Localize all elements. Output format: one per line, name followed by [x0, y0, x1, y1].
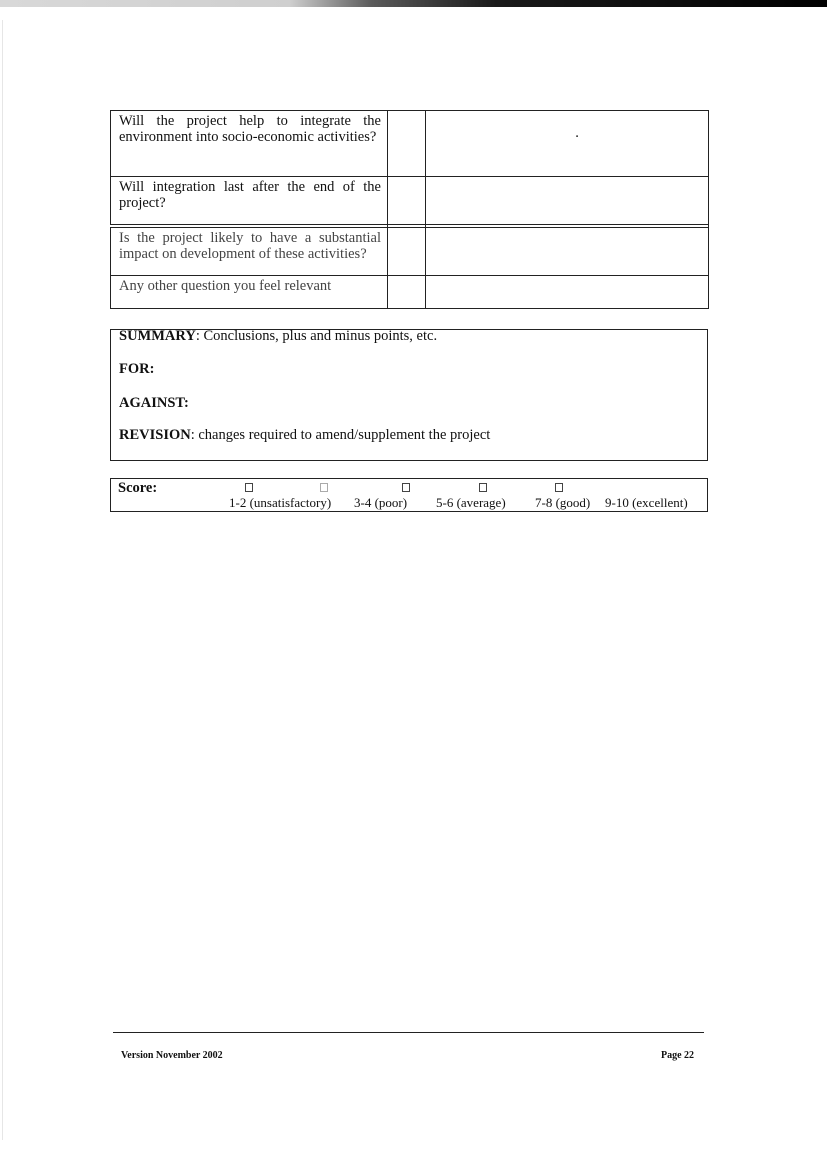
summary-text: : Conclusions, plus and minus points, etc.	[195, 328, 438, 344]
score-box	[110, 478, 708, 512]
score-checkbox-9-10[interactable]	[555, 483, 563, 492]
summary-label: SUMMARY	[119, 328, 196, 344]
question-text: Will integration last after the end of the project?	[111, 177, 388, 225]
score-checkbox-1-2[interactable]	[245, 483, 253, 492]
revision-line	[119, 427, 490, 444]
score-option-3-4: 3-4 (poor)	[354, 495, 408, 510]
score-option-7-8: 7-8 (good)	[535, 495, 591, 510]
question-text: Is the project likely to have a substantial impact on development of these activities?	[111, 228, 388, 276]
score-cell[interactable]	[388, 228, 426, 276]
answer-mark: .	[575, 125, 579, 141]
revision-label: REVISION	[119, 427, 191, 443]
revision-text: : changes required to amend/supplement the project	[190, 427, 491, 443]
score-option-9-10: 9-10 (excellent)	[605, 495, 688, 510]
question-row-1	[111, 111, 709, 177]
question-row-4	[111, 276, 709, 309]
for-label: FOR:	[119, 361, 155, 377]
comment-cell[interactable]	[426, 177, 709, 225]
score-cell[interactable]	[388, 111, 426, 177]
question-row-2	[111, 177, 709, 225]
scan-top-edge	[0, 0, 827, 7]
score-checkbox-3-4[interactable]	[320, 483, 328, 492]
score-label: Score:	[118, 480, 158, 496]
score-option-1-2: 1-2 (unsatisfactory)	[229, 495, 332, 510]
for-line	[119, 361, 154, 378]
scan-left-edge	[2, 20, 3, 1140]
score-cell[interactable]	[388, 177, 426, 225]
evaluation-question-table	[110, 110, 709, 309]
score-checkbox-5-6[interactable]	[402, 483, 410, 492]
footer-version: Version November 2002	[121, 1050, 223, 1061]
footer-rule	[113, 1032, 704, 1033]
summary-box[interactable]	[110, 329, 708, 461]
score-cell[interactable]	[388, 276, 426, 309]
question-text: Will the project help to integrate the environment into socio-economic activities?	[111, 111, 388, 177]
summary-line	[119, 328, 437, 345]
score-checkbox-7-8[interactable]	[479, 483, 487, 492]
score-option-5-6: 5-6 (average)	[436, 495, 506, 510]
footer-page-number: Page 22	[661, 1050, 695, 1061]
question-row-3	[111, 228, 709, 276]
comment-cell[interactable]	[426, 111, 709, 177]
comment-cell[interactable]	[426, 228, 709, 276]
against-label: AGAINST:	[119, 395, 189, 411]
against-line	[119, 395, 189, 412]
question-text: Any other question you feel relevant	[111, 276, 388, 309]
comment-cell[interactable]	[426, 276, 709, 309]
